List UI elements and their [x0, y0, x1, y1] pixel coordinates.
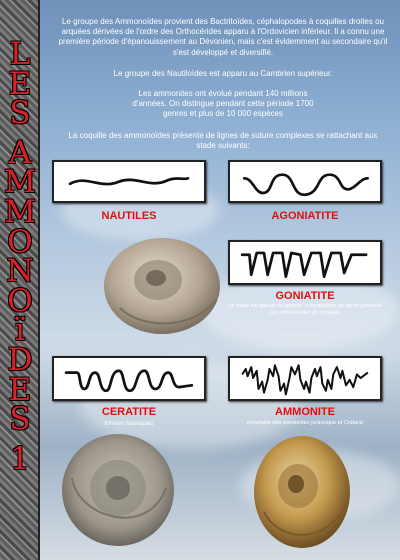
vertical-title	[2, 36, 38, 477]
intro-paragraph-1b: Le groupe des Nautiloïdes est apparu au Cambrien supérieur.	[113, 69, 333, 78]
nautiles-suture-card	[52, 160, 206, 203]
title-letter: D	[7, 341, 33, 378]
agoniatite-label: AGONIATITE	[271, 210, 339, 222]
title-letter: S	[9, 95, 31, 132]
nautilus-fossil-image	[100, 228, 225, 338]
goniatite-suture-card	[228, 240, 382, 285]
goniatite-label: GONIATITE	[275, 290, 335, 302]
title-letter: L	[9, 36, 31, 72]
title-letter: M	[4, 164, 36, 201]
intro-paragraph-1: Le groupe des Ammonoïdes provient des Bactritoïdes, céphalopodes à coquilles droites ou arquées dérivées de l'ordre des Orthocérides apparu à l'Ordovicien inférieur. Il a connu une première période d'épanouissement au Dévonien, mais c'est évidemment au secondaire qu'il s'est développé et diversifié.	[58, 17, 388, 57]
title-letter: E	[8, 65, 32, 102]
ceratite-note: formes triasiques	[104, 420, 154, 427]
title-letter: N	[6, 253, 34, 290]
ammonite-note: ensemble des ammonites jurassique et Crétacé	[246, 420, 364, 426]
nautiles-label: NAUTILES	[101, 210, 157, 222]
agoniatite-suture-line	[230, 162, 380, 201]
ammonite-fossil-image	[250, 432, 354, 552]
ceratite-fossil-image	[58, 428, 178, 552]
title-letter: M	[4, 193, 36, 230]
title-letter: O	[7, 223, 33, 260]
title-letter: O	[7, 282, 33, 319]
intro-paragraph-3: La coquille des ammonoïdes présente de lignes de suture complexes se rattachant aux stade suivants:	[68, 131, 378, 151]
goniatite-suture-line	[230, 242, 380, 283]
title-letter: ï	[15, 312, 25, 349]
ammonite-suture-card	[228, 356, 382, 401]
ceratite-suture-line	[54, 358, 204, 399]
ammonite-suture-line	[230, 358, 380, 399]
title-letter: E	[8, 371, 32, 408]
nautiles-suture-line	[54, 162, 204, 201]
title-letter: A	[8, 134, 32, 171]
agoniatite-suture-card	[228, 160, 382, 203]
goniatite-note: ce stade est apparu le premier, il caractérise de façon générale les ammonoïdes du primaire	[228, 303, 382, 316]
ammonite-label: AMMONITE	[275, 406, 335, 418]
title-letter: S	[9, 401, 31, 438]
ceratite-suture-card	[52, 356, 206, 401]
intro-paragraph-2: Les ammonites ont évolué pendant 140 millions d'années. On distingue pendant cette période 1700 genres et plus de 10 000 espèces	[132, 89, 314, 119]
title-letter: 1	[10, 440, 30, 477]
ceratite-label: CERATITE	[101, 406, 157, 418]
